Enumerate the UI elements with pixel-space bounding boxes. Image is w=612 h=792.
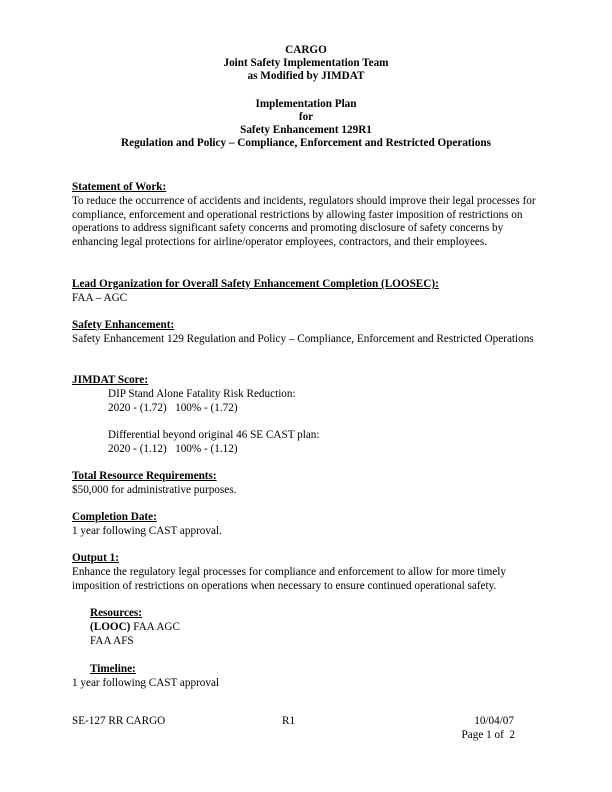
safety-enhancement-heading: Safety Enhancement: — [72, 319, 175, 331]
jimdat-item-label: Differential beyond original 46 SE CAST plan: — [108, 429, 320, 442]
resources-other: FAA AFS — [90, 634, 134, 647]
footer-date: 10/04/07 — [474, 715, 514, 727]
completion-date-section — [72, 511, 542, 539]
spacer — [72, 415, 542, 429]
jimdat-score-section — [72, 374, 542, 457]
output-1-section — [72, 552, 542, 593]
statement-of-work-text: To reduce the occurrence of accidents and incidents, regulators should improve their legal processes for compliance, enforcement and operational restrictions by allowing faster imposition of restrictions on operations to address significant safety concerns and promoting disclosure of safety concerns by enhancing legal protections for airline/operator employees, contractors, and their employees. — [72, 194, 536, 249]
document-header — [0, 44, 612, 83]
footer-doc-id: SE-127 RR CARGO — [72, 715, 166, 727]
looc-value: FAA AGC — [130, 620, 180, 633]
lead-org-text: FAA – AGC — [72, 291, 128, 304]
safety-enhancement-text: Safety Enhancement 129 Regulation and Policy – Compliance, Enforcement and Restricted Operations — [72, 332, 534, 345]
title-line-plan: Implementation Plan — [255, 98, 357, 110]
timeline-heading: Timeline: — [90, 663, 136, 675]
footer-revision: R1 — [282, 715, 296, 727]
looc-label: (LOOC) — [90, 620, 131, 633]
header-line-cargo: CARGO — [285, 44, 327, 56]
output-1-resources — [72, 607, 542, 648]
output-1-heading: Output 1: — [72, 552, 119, 564]
resources-heading: Resources: — [90, 607, 142, 619]
timeline-text: 1 year following CAST approval — [72, 676, 220, 689]
total-resources-section — [72, 470, 542, 498]
completion-date-heading: Completion Date: — [72, 511, 157, 523]
completion-date-text: 1 year following CAST approval. — [72, 524, 222, 537]
total-resources-text: $50,000 for administrative purposes. — [72, 483, 237, 496]
jimdat-item-label: DIP Stand Alone Fatality Risk Reduction: — [108, 387, 296, 400]
resources-looc — [72, 621, 542, 635]
jimdat-score-heading: JIMDAT Score: — [72, 374, 149, 386]
document-title — [0, 98, 612, 150]
header-line-modified: as Modified by JIMDAT — [247, 70, 365, 82]
lead-org-section — [72, 278, 542, 306]
footer-page-number: Page 1 of 2 — [461, 729, 515, 741]
output-1-text: Enhance the regulatory legal processes for compliance and enforcement to allow for more timely imposition of restrictions on operations when necessary to ensure continued operational safety. — [72, 565, 506, 592]
output-1-timeline — [72, 663, 542, 691]
header-line-team: Joint Safety Implementation Team — [223, 57, 389, 69]
jimdat-item-value: 2020 - (1.72) 100% - (1.72) — [108, 401, 238, 414]
title-line-se: Safety Enhancement 129R1 — [240, 124, 372, 136]
statement-of-work-heading: Statement of Work: — [72, 181, 167, 193]
jimdat-item-value: 2020 - (1.12) 100% - (1.12) — [108, 442, 238, 455]
total-resources-heading: Total Resource Requirements: — [72, 470, 217, 482]
title-line-for: for — [298, 111, 314, 123]
title-line-subject: Regulation and Policy – Compliance, Enforcement and Restricted Operations — [121, 137, 491, 149]
safety-enhancement-section — [72, 319, 542, 347]
lead-org-heading: Lead Organization for Overall Safety Enhancement Completion (LOOSEC): — [72, 278, 439, 290]
statement-of-work-section — [72, 181, 542, 250]
